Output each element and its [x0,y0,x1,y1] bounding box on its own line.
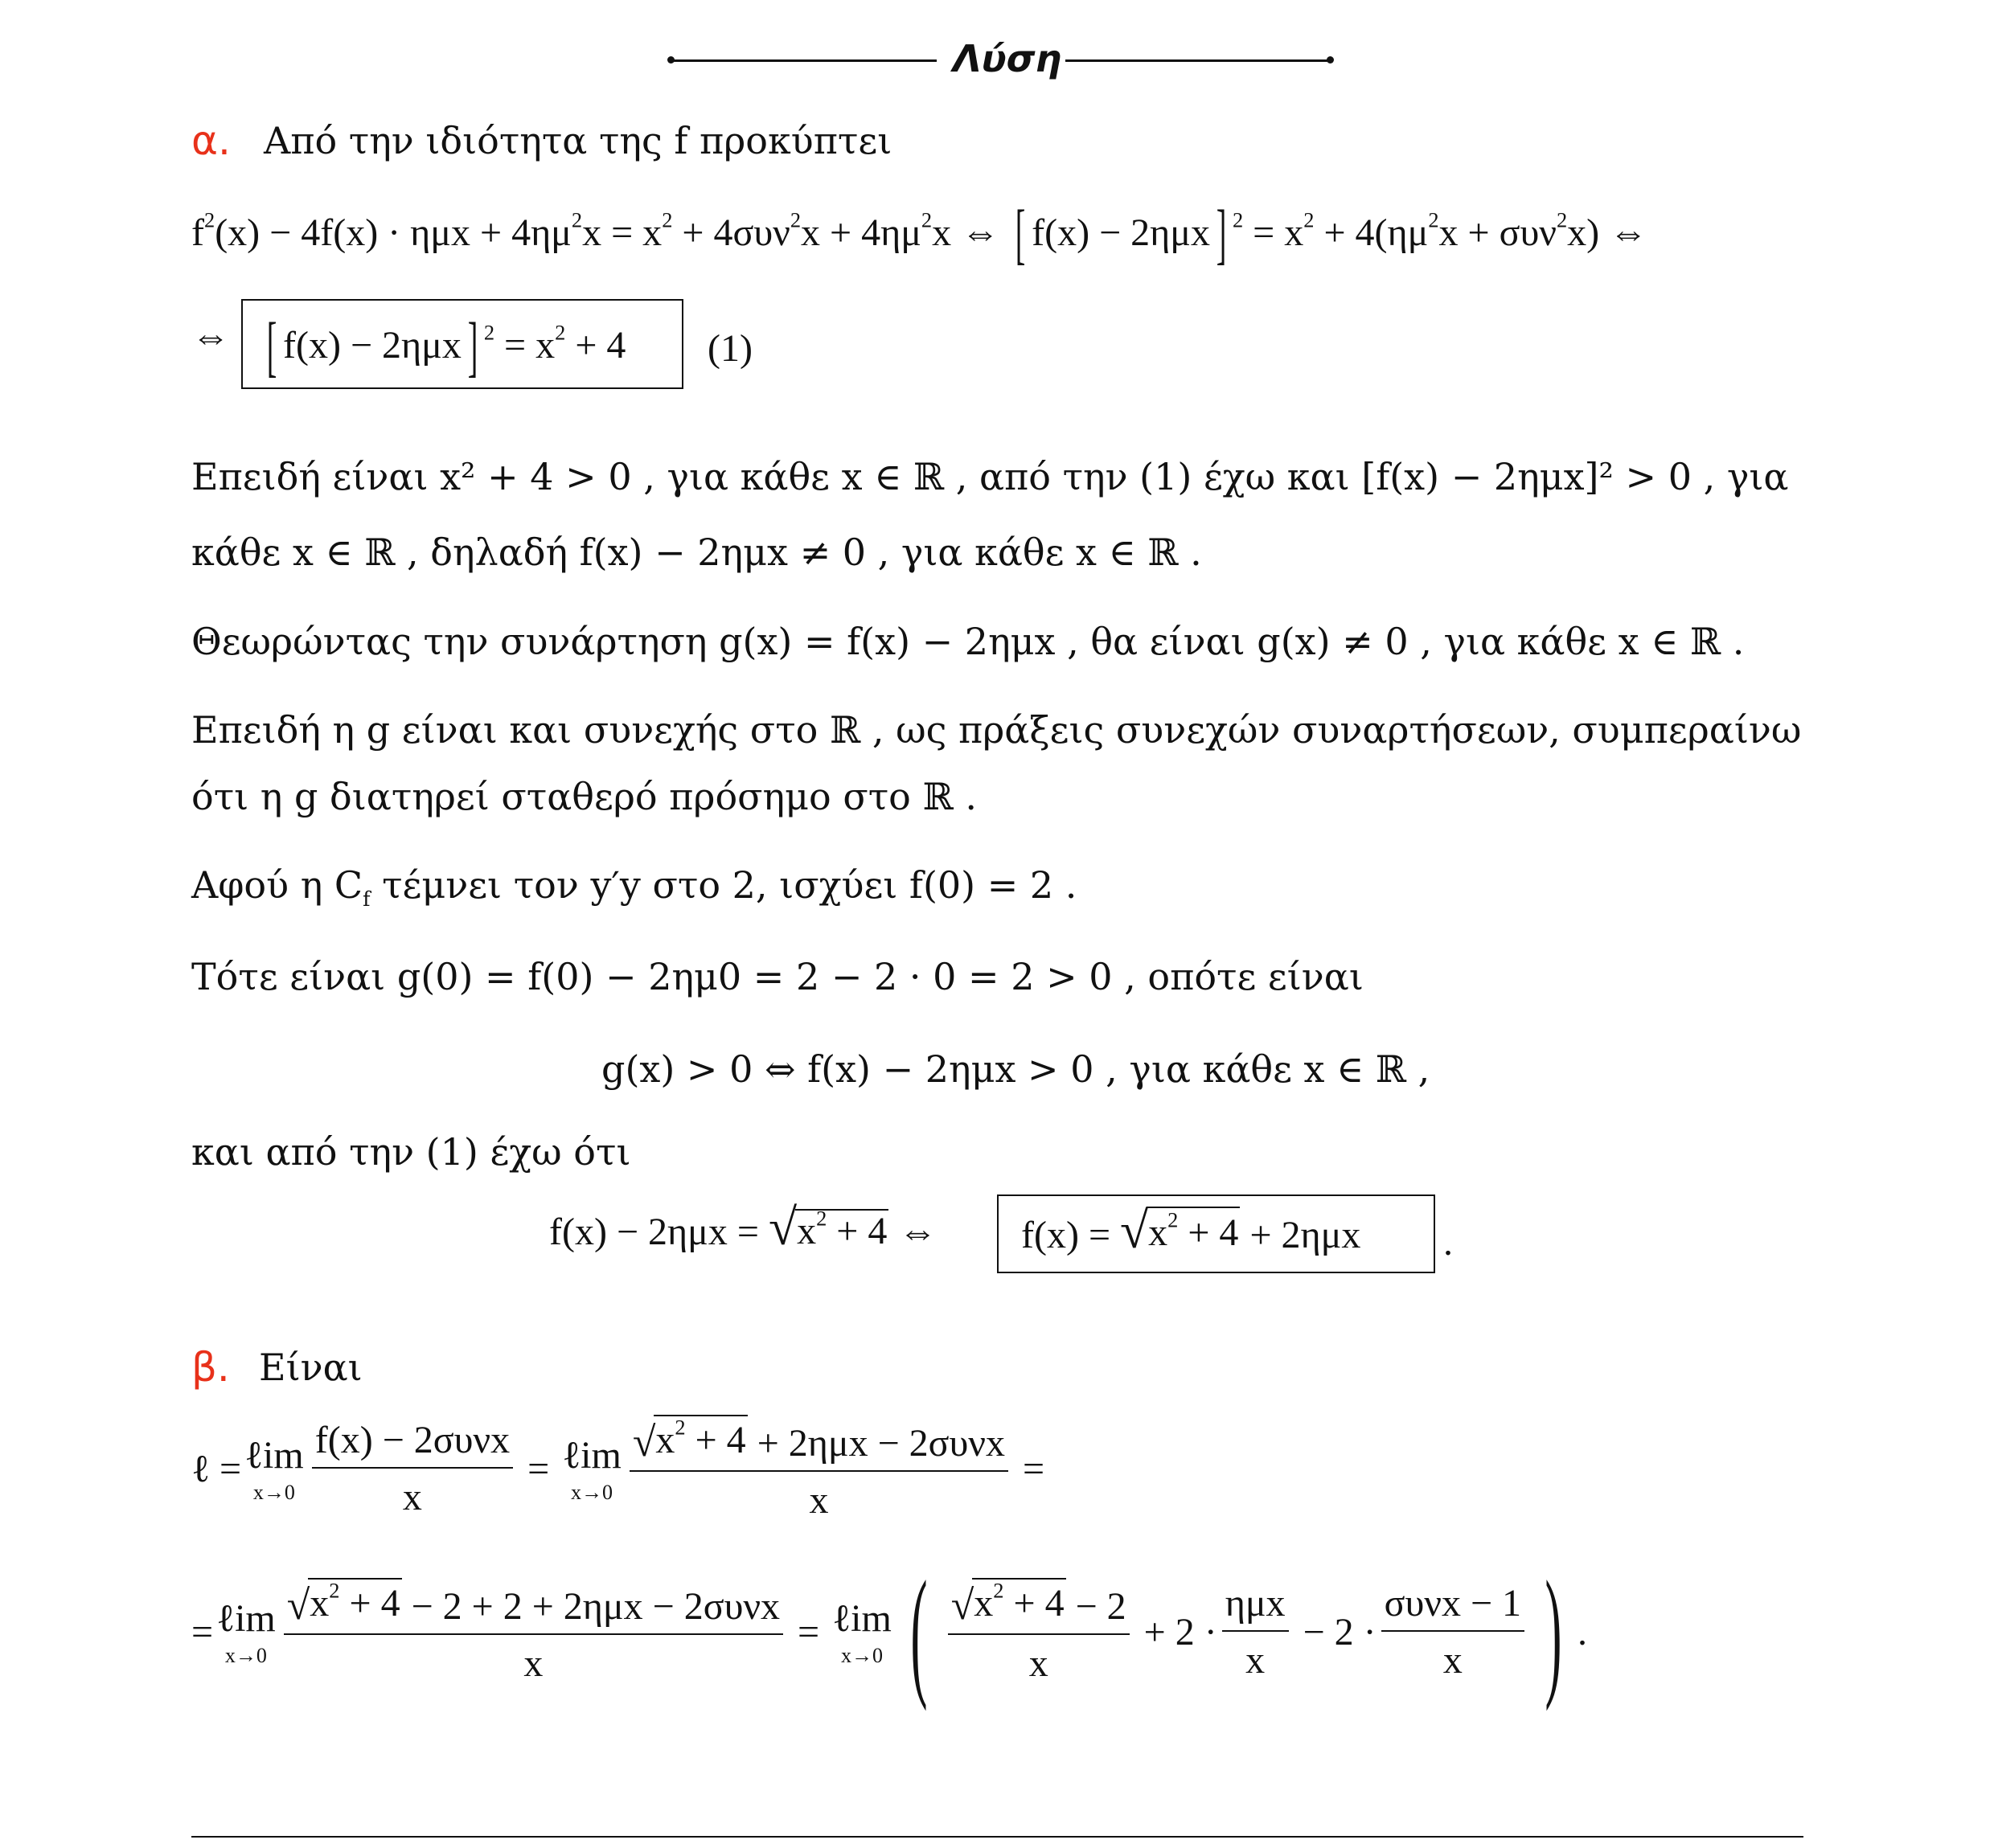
header-left-rule [671,59,937,62]
paragraph-5-centered: g(x) > 0 ⇔ f(x) − 2ημx > 0 , για κάθε x ∈ ℝ , [601,1047,1430,1091]
paragraph-5: Τότε είναι g(0) = f(0) − 2ημ0 = 2 − 2 · 0 = 2 > 0 , οπότε είναι [191,955,1364,998]
equation-line-1: $f^2(x) - 4f(x) \cdot \eta\mu x + 4\eta\mu^2x = x^2 + 4\sigma\upsilon\nu^2x + 4\eta\mu^2x$ ⇔ [ f(x) − 2ημx] $^2 = x^2 + 4(\eta\mu^2x + \sigma\upsilon\nu^2x)$ ⇔ [191,197,1648,272]
paragraph-2: Θεωρώντας την συνάρτηση g(x) = f(x) − 2ημx , θα είναι g(x) ≠ 0 , για κάθε x ∈ ℝ . [191,620,1745,663]
paragraph-1b: κάθε x ∈ ℝ , δηλαδή f(x) − 2ημx ≠ 0 , για κάθε x ∈ ℝ . [191,531,1202,574]
footer-rule [191,1836,1803,1838]
final-period: . [1443,1221,1453,1264]
part-a-intro: Από την ιδιότητα της f προκύπτει [264,119,892,162]
part-a-label: α. [191,117,231,164]
header-right-rule [1065,59,1331,62]
page-title: Λύση [953,37,1062,80]
part-b-label: β. [191,1344,230,1391]
final-equation-a: f(x) − 2ημx = √ $x^2 + 4$ ⇔ [549,1199,938,1256]
paragraph-4: Αφού η $C_f$ τέμνει τον y′y στο 2, ισχύει f(0) = 2 . [191,863,1077,912]
equation-ref: (1) [708,327,753,370]
limit-line-1: ℓ = ℓim x→0 $\frac{\text{f(x) − 2συνx}}{x}$ = ℓim x→0 √ $x^2 + 4$ + 2ημx − 2συνx x = [191,1415,1045,1522]
header-right-dot [1327,56,1334,64]
boxed-identity: [ f(x) − 2ημx] $^2 = x^2 + 4$ [241,299,683,389]
paragraph-1: Επειδή είναι x² + 4 > 0 , για κάθε x ∈ ℝ , από την (1) έχω και [f(x) − 2ημx]² > 0 , για [191,455,1789,498]
limit-line-2: = ℓim x→0 √ $x^2 + 4$ − 2 + 2 + 2ημx − 2συνx x = ℓim x→0 ( √ $x^2 + 4$ − 2 x + 2 · $\frac{\text{ημx}}{x}$ − 2 · $\frac{\text{συνx − 1}}{x}$ ) . [191,1551,1587,1711]
paragraph-3: Επειδή η g είναι και συνεχής στο ℝ , ως πράξεις συνεχών συναρτήσεων, συμπεραίνω [191,708,1802,752]
equation-line-2: ⇔ [191,315,230,358]
boxed-result: f(x) = √ $x^2 + 4$ + 2ημx [997,1194,1435,1273]
paragraph-3b: ότι η g διατηρεί σταθερό πρόσημο στο ℝ . [191,775,977,818]
part-b-intro: Είναι [259,1346,363,1389]
paragraph-6: και από την (1) έχω ότι [191,1130,631,1174]
